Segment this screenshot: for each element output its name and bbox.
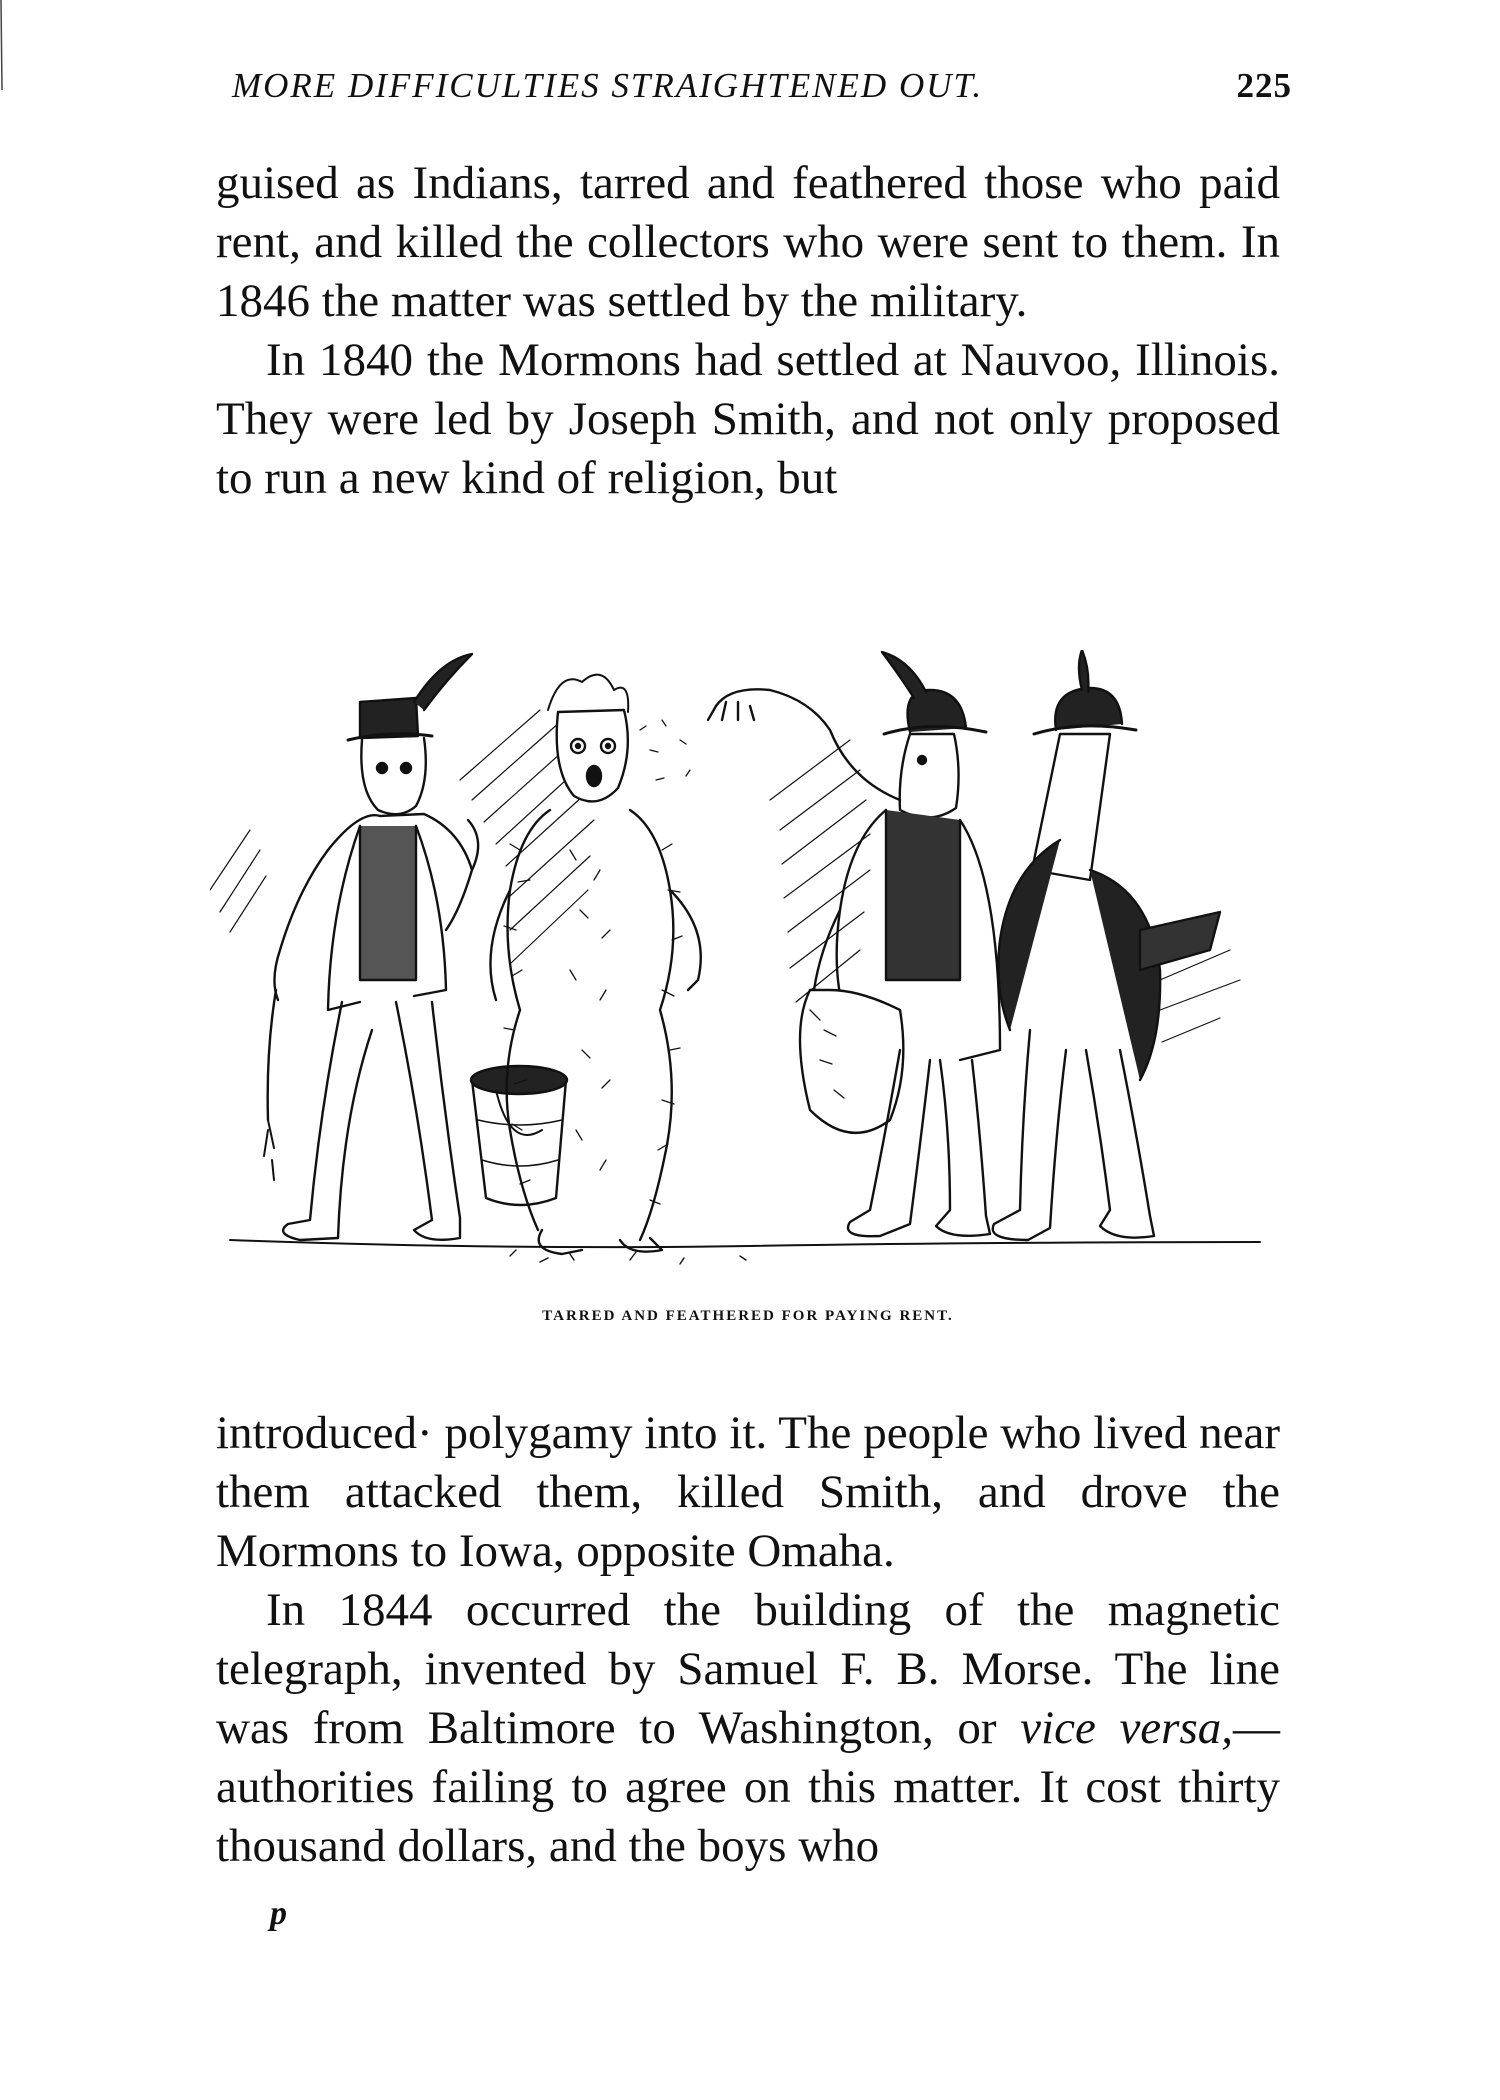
paragraph-continued: guised as Indians, tarred and feathered those who paid rent, and killed the collectors who were sent to them. In 1846 the matter was settled by the military. bbox=[216, 157, 1280, 327]
paragraph-mormons: In 1840 the Mormons had settled at Nauvoo, Illinois. They were led by Joseph Smith, and not only proposed to run a new kind of religion, but bbox=[216, 334, 1280, 504]
illustration-caption: TARRED AND FEATHERED FOR PAYING RENT. bbox=[542, 1308, 954, 1324]
page-number: 225 bbox=[1236, 66, 1292, 105]
tar-bucket bbox=[471, 1066, 567, 1205]
running-head-title: MORE DIFFICULTIES STRAIGHTENED OUT. bbox=[232, 66, 984, 105]
paragraph-polygamy: introduced· polygamy into it. The people who lived near them attacked them, killed Smith, and drove the Mormons to Iowa, opposite Omaha. bbox=[216, 1407, 1280, 1577]
signature-mark: p bbox=[270, 1895, 287, 1932]
vice-versa-italic: vice versa, bbox=[1020, 1702, 1233, 1754]
page-edge-mark bbox=[0, 0, 4, 90]
running-head bbox=[232, 66, 1292, 116]
figure-left-man bbox=[264, 654, 478, 1240]
figure-right-man bbox=[993, 650, 1220, 1240]
telegraph-text-1: In 1844 occurred the building of the magnetic telegraph, invented by Samuel F. B. Morse. The line was from Baltimore to Washington, or bbox=[216, 1584, 1280, 1754]
text-block-bottom bbox=[216, 1404, 1280, 1876]
tarred-and-feathered-illustration bbox=[210, 650, 1280, 1280]
text-block-top bbox=[216, 154, 1280, 508]
figure-sack-man bbox=[708, 652, 1000, 1236]
paragraph-telegraph bbox=[216, 1581, 1280, 1876]
telegraph-text-2: —authorities failing to agree on this matter. It cost thirty thousand dollars, and the boys who bbox=[216, 1702, 1280, 1872]
